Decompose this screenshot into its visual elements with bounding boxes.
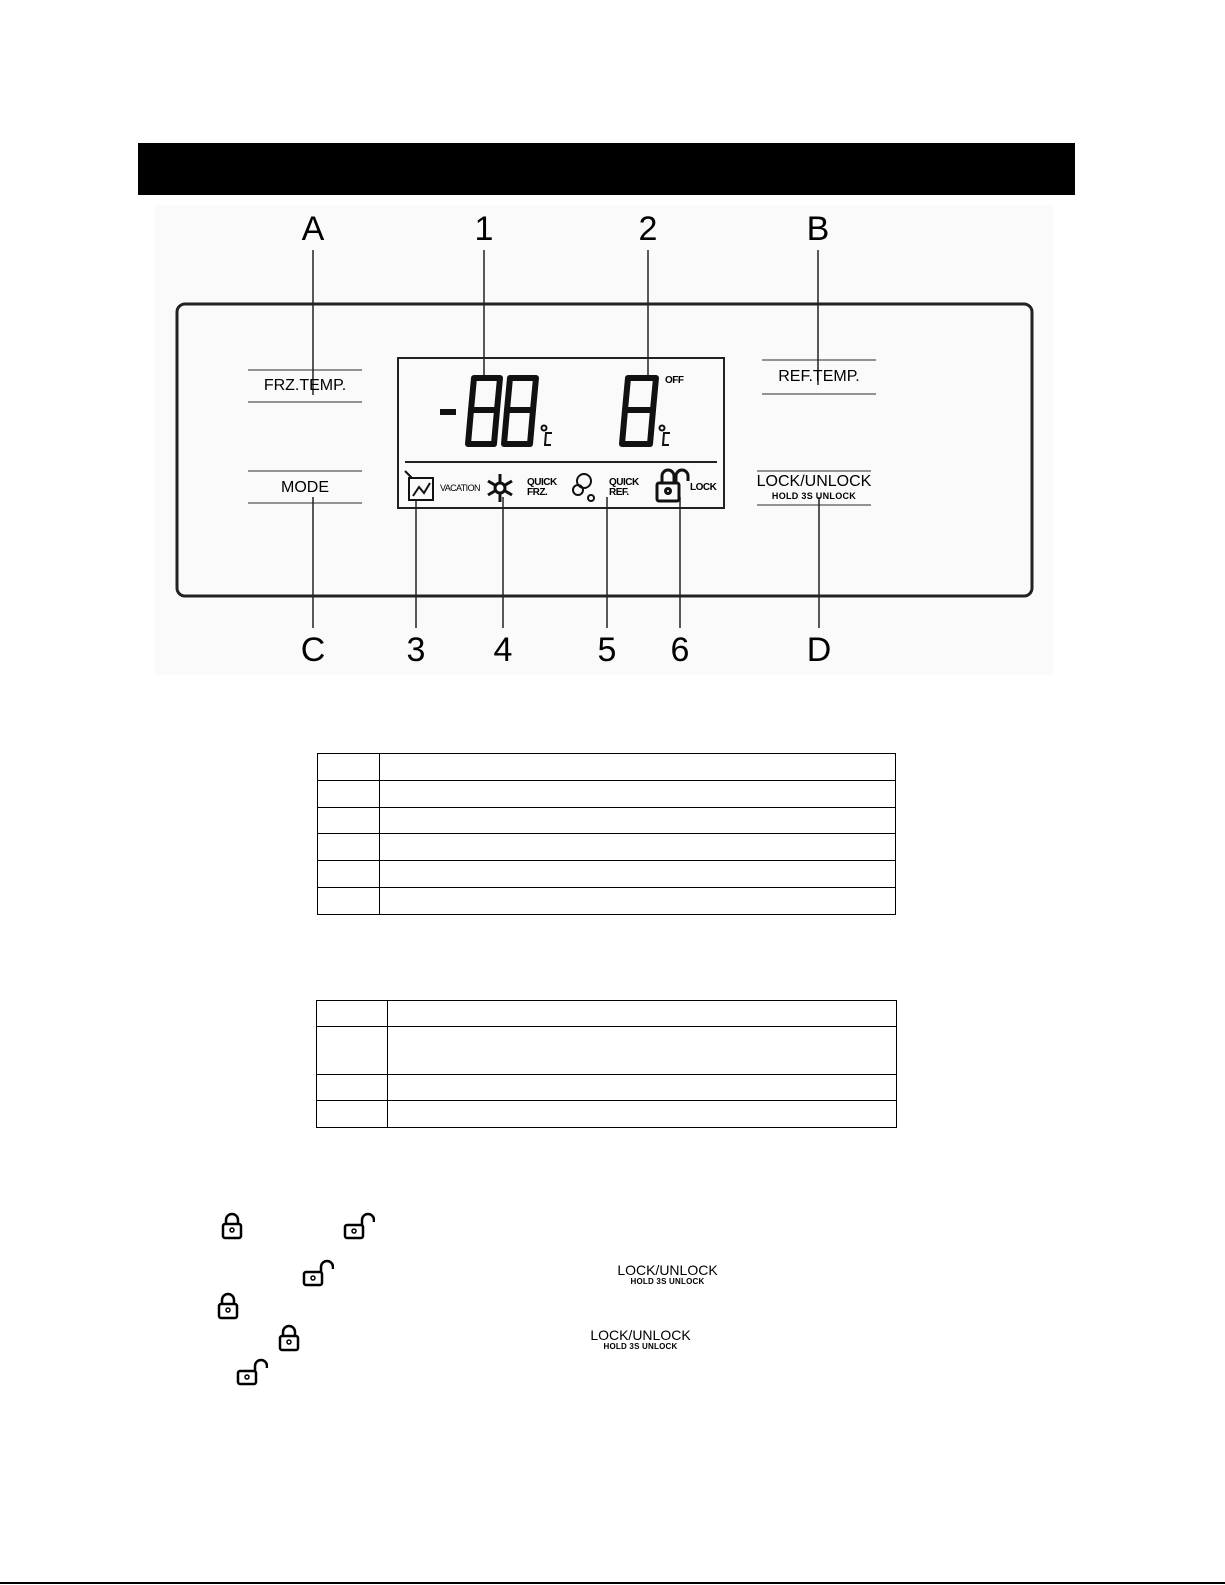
lcd-quick-ref-text [609, 478, 639, 498]
table-cell [380, 808, 896, 834]
ref-temp-button[interactable]: REF.TEMP. [778, 368, 860, 385]
table-cell [318, 834, 380, 861]
table-cell [388, 1001, 897, 1027]
callout-1: 1 [474, 210, 494, 248]
table-cell [388, 1101, 897, 1128]
quick-frz-line2: FRZ. [527, 487, 548, 498]
table-cell [380, 781, 896, 808]
table-cell [318, 888, 380, 915]
table-cell [317, 1075, 388, 1101]
lock-closed-icon [216, 1292, 240, 1322]
lcd-lock-text: LOCK [690, 482, 717, 493]
inline-lock-unlock-text: LOCK/UNLOCK [617, 1262, 718, 1278]
callout-2: 2 [638, 210, 658, 248]
table-cell [318, 781, 380, 808]
callout-c: C [300, 631, 326, 669]
table-cell [318, 861, 380, 888]
callout-3: 3 [406, 631, 426, 669]
table-cell [317, 1001, 388, 1027]
page-bottom-rule [0, 1582, 1225, 1584]
quick-ref-line2: REF. [609, 487, 629, 498]
table-cell [318, 754, 380, 781]
inline-lock-unlock-text: LOCK/UNLOCK [590, 1327, 691, 1343]
lcd-quick-frz-text [527, 478, 557, 498]
table-cell [317, 1027, 388, 1075]
inline-lock-unlock-subtext: HOLD 3S UNLOCK [630, 1277, 705, 1286]
lock-open-icon [343, 1212, 375, 1242]
table-cell [380, 834, 896, 861]
inline-lock-unlock-label [610, 1263, 725, 1287]
callout-4: 4 [493, 631, 513, 669]
callout-5: 5 [597, 631, 617, 669]
lock-open-icon [302, 1259, 334, 1289]
lock-open-icon [236, 1358, 268, 1388]
table-cell [380, 754, 896, 781]
inline-lock-unlock-label [583, 1328, 698, 1352]
quick-ref-line1: QUICK [609, 477, 639, 488]
table-cell [318, 808, 380, 834]
control-panel-diagram [0, 0, 1225, 700]
callout-a: A [301, 210, 325, 248]
table-cell [388, 1027, 897, 1075]
lock-unlock-button[interactable] [752, 473, 876, 501]
callout-6: 6 [670, 631, 690, 669]
table-cell [317, 1101, 388, 1128]
table-display-items [317, 753, 896, 915]
table-cell [380, 861, 896, 888]
lock-closed-icon [220, 1212, 244, 1242]
lock-closed-icon [277, 1324, 301, 1354]
quick-frz-line1: QUICK [527, 477, 557, 488]
table-cell [380, 888, 896, 915]
inline-lock-unlock-subtext: HOLD 3S UNLOCK [603, 1342, 678, 1351]
callout-d: D [806, 631, 832, 669]
lock-unlock-sublabel: HOLD 3S UNLOCK [771, 491, 857, 501]
callout-b: B [806, 210, 830, 248]
lock-unlock-label: LOCK/UNLOCK [756, 473, 872, 490]
lcd-vacation-text: VACATION [440, 483, 480, 493]
mode-button[interactable]: MODE [281, 479, 329, 496]
table-cell [388, 1075, 897, 1101]
lcd-off-text: OFF [665, 375, 684, 386]
table-buttons [316, 1000, 897, 1128]
frz-temp-button[interactable]: FRZ.TEMP. [263, 377, 347, 394]
